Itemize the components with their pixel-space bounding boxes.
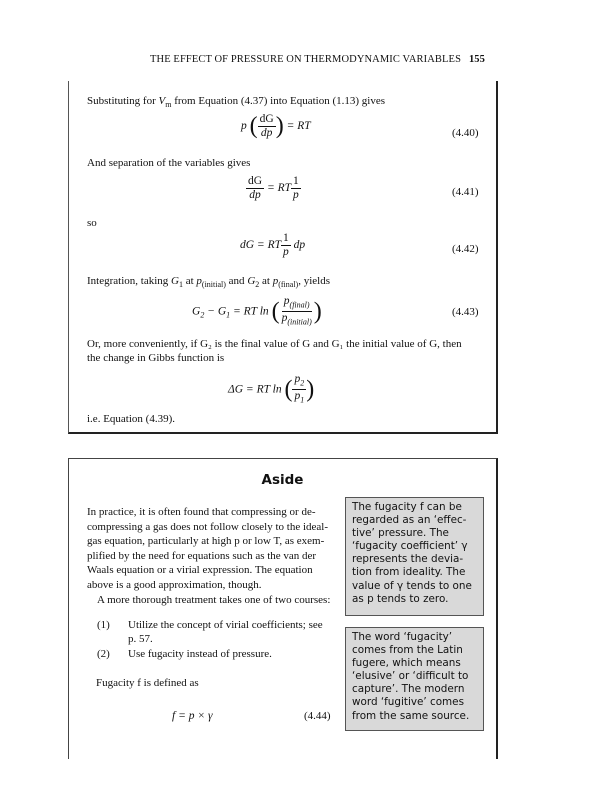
course-2-text: Use fugacity instead of pressure. <box>128 648 272 660</box>
page-number: 155 <box>468 54 485 65</box>
equation-number-4-43: (4.43) <box>452 306 479 318</box>
equation-delta-g: ΔG = RT ln ( $\frac{p_2}{p_1}$ ) <box>228 373 315 405</box>
equation-number-4-41: (4.41) <box>452 186 479 198</box>
course-1-number: (1) <box>97 619 110 631</box>
equation-4-40: p ( $\frac{dG}{dp}$ ) = RT <box>241 113 311 139</box>
separation-text: And separation of the variables gives <box>87 157 251 169</box>
running-header <box>150 54 485 65</box>
convenient-text-line1: Or, more conveniently, if G₂ is the final value of G and G₁ the initial value of G, then <box>87 338 462 350</box>
equation-4-43: $G_2 - G_1$ = RT ln ( $\frac{p_{(final)}}{p_{(initial)}}$ ) <box>192 295 322 327</box>
so-text: so <box>87 217 97 229</box>
aside-body: In practice, it is often found that compressing or de- compressing a gas does not follow closely to the ideal- gas equation, particularly at high p or low T, as exem- plified by the need for equations such as the van der Waals equation or a virial expression. The equation above is a good approximation, though. A more thorough treatment takes one of two courses: <box>87 506 331 606</box>
convenient-text-line2: the change in Gibbs function is <box>87 352 225 364</box>
course-2-number: (2) <box>97 648 110 660</box>
intro-text: Substituting for $V_m$ from Equation (4.37) into Equation (1.13) gives <box>87 95 386 110</box>
equation-4-42: dG = RT $\frac{1}{p}$ dp <box>240 232 306 258</box>
equation-4-44: f = p × γ <box>172 710 213 722</box>
running-title: THE EFFECT OF PRESSURE ON THERMODYNAMIC VARIABLES <box>150 54 462 65</box>
fugacity-definition: Fugacity f is defined as <box>96 677 199 689</box>
etymology-note: The word ‘fugacity’ comes from the Latin fugere, which means ‘elusive’ or ‘difficult to capture’. The modern word ‘fugitive’ comes from the same source. <box>345 627 484 731</box>
integration-text: Integration, taking $G_1$ at $p_{(initial)}$ and $G_2$ at $p_{(final)}$, yields <box>87 275 330 290</box>
aside-title: Aside <box>261 472 304 488</box>
equation-number-4-44: (4.44) <box>304 710 331 722</box>
equation-number-4-42: (4.42) <box>452 243 479 255</box>
equation-number-4-40: (4.40) <box>452 127 479 139</box>
equation-4-41: $\frac{dG}{dp}$ = RT $\frac{1}{p}$ <box>248 175 299 201</box>
ie-text: i.e. Equation (4.39). <box>87 413 175 425</box>
course-1-text: Utilize the concept of virial coefficients; see p. 57. <box>128 619 323 645</box>
fugacity-note: The fugacity f can be regarded as an ‘effec- tive’ pressure. The ‘fugacity coefficient’ γ represents the devia- tion from ideality. The value of γ tends to one as p tends to zero. <box>345 497 484 616</box>
